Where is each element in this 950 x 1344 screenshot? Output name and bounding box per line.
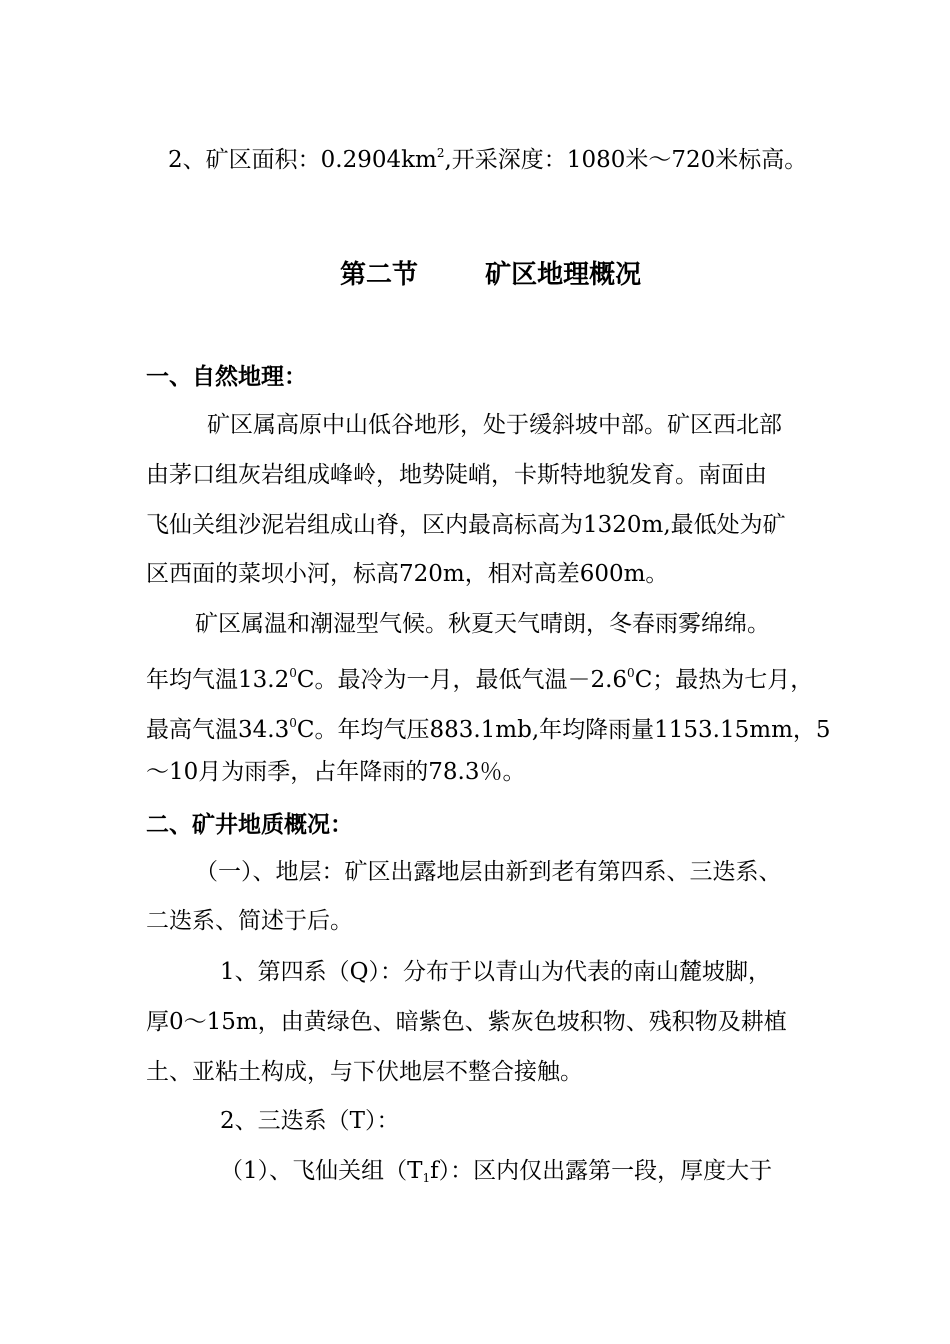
mining-area-line: 2、矿区面积：$0.2904km^2$,开采深度：1080米～720米标高。 [168,146,808,173]
climate-line: ～10月为雨季，占年降雨的78.3％。 [146,759,526,785]
section-number: 第二节 [340,260,419,290]
natural-p1-line: 矿区属高原中山低谷地形，处于缓斜坡中部。矿区西北部 [207,412,782,438]
triassic-title: 2、三迭系（T）： [220,1108,400,1134]
natural-geography-heading: 一、自然地理： [146,364,307,390]
natural-p1-line: 区西面的菜坝小河，标高720m，相对高差600m。 [146,561,669,587]
climate-line: 最高气温34.3$^0$C。年均气压883.1mb,年均降雨量1153.15mm，5 [146,716,831,743]
section-name: 矿区地理概况 [485,260,642,290]
feixianguan-line: （1）、飞仙关组$(T_1f)$：区内仅出露第一段，厚度大于 [220,1158,773,1185]
strata-line: 二迭系、简述于后。 [146,908,353,934]
section-title [340,260,641,290]
climate-line: 年均气温13.2$^0$C。最冷为一月，最低气温$-2.6^0C$；最热为七月， [146,666,814,693]
quaternary-line: 1、第四系（Q）：分布于以青山为代表的南山麓坡脚， [220,959,771,985]
strata-line: （一）、地层：矿区出露地层由新到老有第四系、三迭系、 [195,859,782,885]
climate-line: 矿区属温和潮湿型气候。秋夏天气晴朗，冬春雨雾绵绵。 [195,611,770,637]
mine-geology-heading: 二、矿井地质概况： [146,812,353,838]
quaternary-line: 土、亚粘土构成，与下伏地层不整合接触。 [146,1059,583,1085]
natural-p1-line: 飞仙关组沙泥岩组成山脊，区内最高标高为1320m,最低处为矿 [146,512,786,538]
natural-p1-line: 由茅口组灰岩组成峰岭，地势陡峭，卡斯特地貌发育。南面由 [146,462,767,488]
quaternary-line: 厚0～15m，由黄绿色、暗紫色、紫灰色坡积物、残积物及耕植 [146,1009,787,1035]
